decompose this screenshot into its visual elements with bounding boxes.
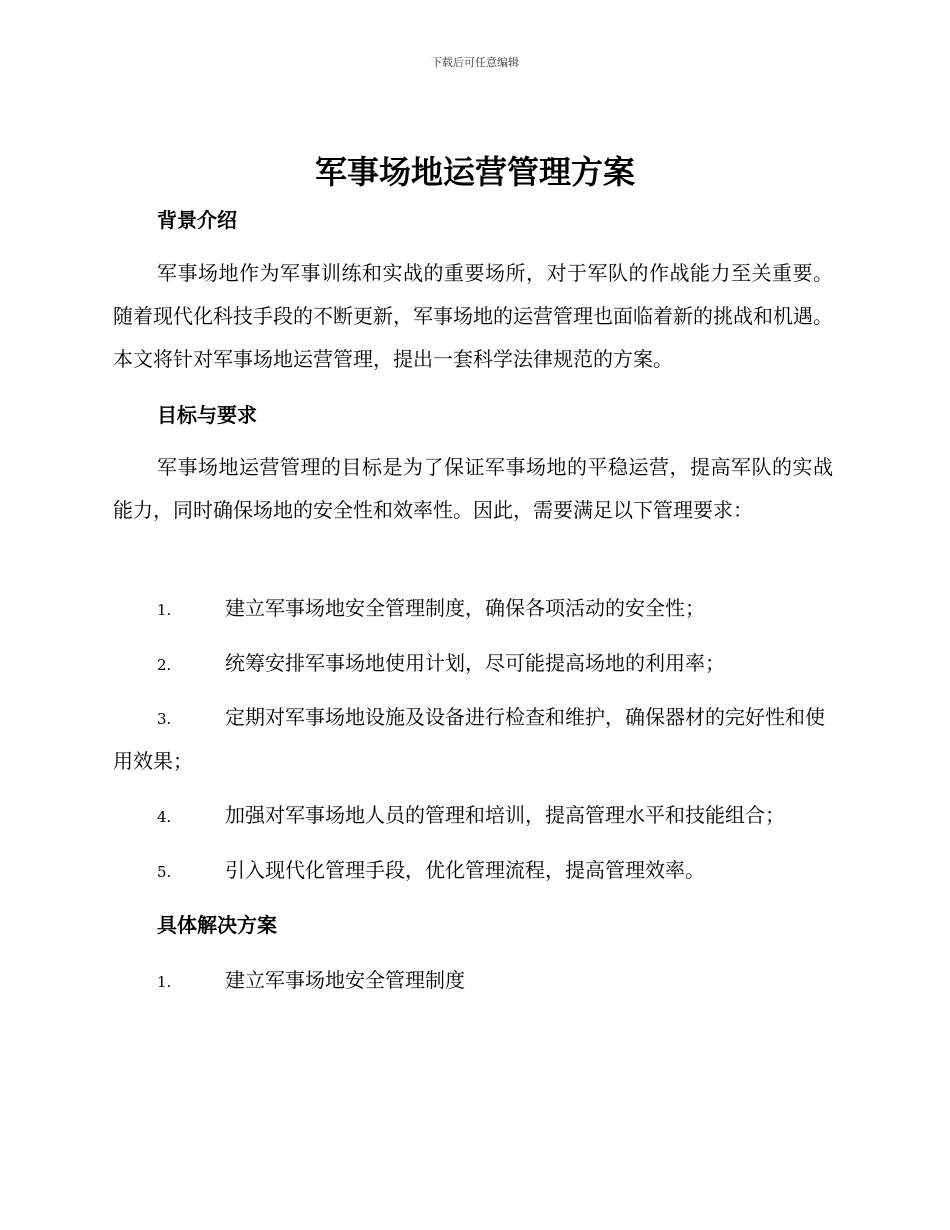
page-header-note: 下载后可任意编辑 <box>431 56 519 69</box>
document-title: 军事场地运营管理方案 <box>314 153 635 191</box>
section-heading-background: 背景介绍 <box>157 208 237 232</box>
list-item <box>113 793 833 839</box>
section-heading-goals: 目标与要求 <box>157 403 257 427</box>
list-item-number: 3. <box>157 710 172 728</box>
list-item-text: 建立军事场地安全管理制度，确保各项活动的安全性； <box>225 596 705 620</box>
list-item <box>113 958 833 1004</box>
section-heading-solutions: 具体解决方案 <box>157 913 277 937</box>
list-item <box>113 586 833 632</box>
list-item-text: 加强对军事场地人员的管理和培训，提高管理水平和技能组合； <box>225 803 785 827</box>
list-item-text: 定期对军事场地设施及设备进行检查和维护，确保器材的完好性和使用效果； <box>113 705 825 773</box>
list-item-text: 建立军事场地安全管理制度 <box>225 968 465 992</box>
list-item-number: 1. <box>157 973 172 991</box>
list-item-number: 5. <box>157 863 172 881</box>
list-item-number: 1. <box>157 601 172 619</box>
background-paragraph: 军事场地作为军事训练和实战的重要场所，对于军队的作战能力至关重要。随着现代化科技手段的不断更新，军事场地的运营管理也面临着新的挑战和机遇。本文将针对军事场地运营管理，提出一套科学法律规范的方案。 <box>113 261 833 371</box>
list-item-number: 4. <box>157 808 172 826</box>
list-item <box>113 641 833 687</box>
list-item <box>113 848 833 894</box>
list-item-number: 2. <box>157 656 172 674</box>
list-item-text: 统筹安排军事场地使用计划，尽可能提高场地的利用率； <box>225 651 725 675</box>
goals-paragraph: 军事场地运营管理的目标是为了保证军事场地的平稳运营，提高军队的实战能力，同时确保场地的安全性和效率性。因此，需要满足以下管理要求： <box>113 455 833 522</box>
list-item <box>113 696 833 782</box>
list-item-text: 引入现代化管理手段，优化管理流程，提高管理效率。 <box>225 858 705 882</box>
